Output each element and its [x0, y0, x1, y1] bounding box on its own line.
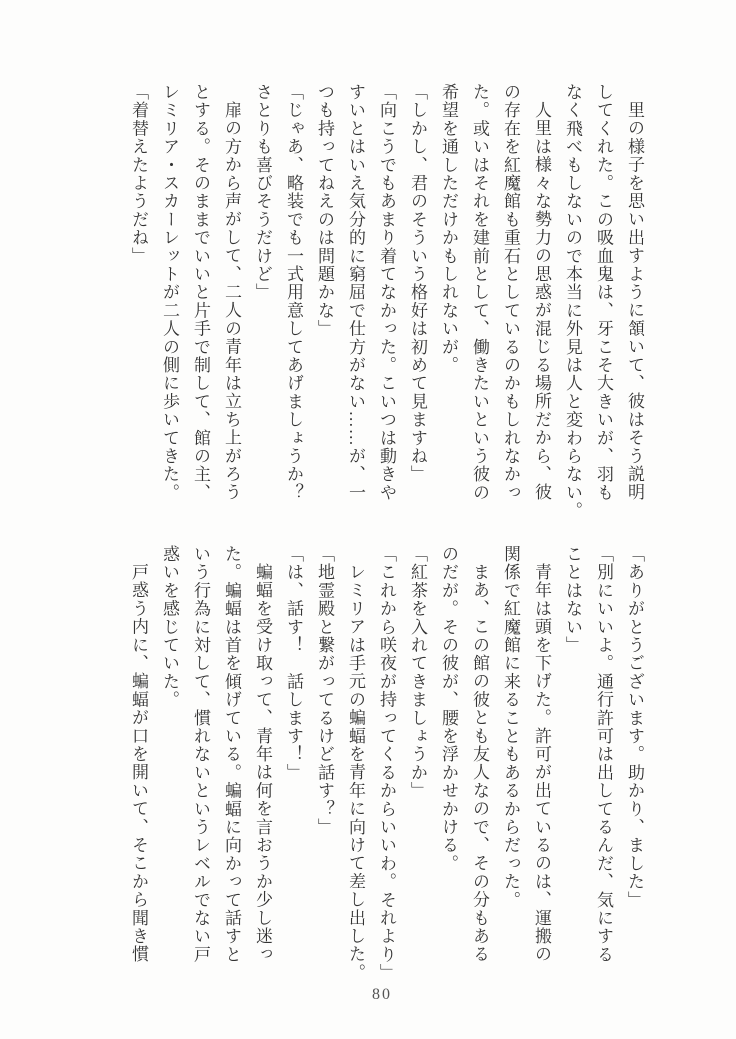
- text-column: ことはない」: [563, 545, 582, 655]
- text-column: 戸惑う内に、蝙蝠が口を開いて、そこから聞き慣: [129, 563, 148, 964]
- text-column: の存在を紅魔館も重石としているのかもしれなかっ: [501, 83, 520, 502]
- text-column: 「別にいいよ。通行許可は出してるんだ、気にする: [594, 545, 613, 964]
- text-column: た。蝙蝠は首を傾げている。蝙蝠に向かって話すと: [222, 545, 241, 964]
- text-column: 「は、話す！ 話します！」: [284, 545, 303, 782]
- text-column: 「ありがとうございます。助かり、ました」: [625, 545, 644, 909]
- text-column: すいとはいえ気分的に窮屈で仕方がない……が、一: [346, 83, 365, 502]
- text-column: 扉の方から声がして、二人の青年は立ち上がろう: [222, 101, 241, 502]
- text-column: 惑いを感じていた。: [160, 545, 179, 709]
- text-column: 関係で紅魔館に来ることもあるからだった。: [501, 545, 520, 909]
- text-column: 「地霊殿と繋がってるけど話す？」: [315, 545, 334, 837]
- text-column: 「これから咲夜が持ってくるからいいわ。それより」: [377, 545, 396, 982]
- text-column: た。或いはそれを建前として、働きたいという彼の: [470, 83, 489, 502]
- text-column: 「向こうでもあまり着てなかった。こいつは動きや: [377, 83, 396, 502]
- text-column: なく飛べもしないので本当に外見は人と変わらない。: [563, 83, 582, 520]
- text-column: 人里は様々な勢力の思惑が混じる場所だから、彼: [532, 101, 551, 502]
- text-column: 蝙蝠を受け取って、青年は何を言おうか少し迷っ: [253, 563, 272, 964]
- text-column: つも持ってねえのは問題かな」: [315, 83, 334, 338]
- text-column: 「紅茶を入れてきましょうか」: [408, 545, 427, 800]
- text-column: まあ、この館の彼とも友人なので、その分もある: [470, 563, 489, 964]
- text-column: レミリア・スカーレットが二人の側に歩いてきた。: [160, 83, 179, 502]
- text-column: のだが。その彼が、腰を浮かせかける。: [439, 545, 458, 873]
- text-column: 里の様子を思い出すように頷いて、彼はそう説明: [625, 101, 644, 502]
- text-column: さとりも喜びそうだけど」: [253, 83, 272, 302]
- text-column: 「着替えたようだね」: [129, 83, 148, 265]
- text-column: 青年は頭を下げた。許可が出ているのは、運搬の: [532, 563, 551, 964]
- text-column: とする。そのままでいいと片手で制して、館の主、: [191, 83, 210, 502]
- text-block-top: [123, 83, 650, 520]
- page-number: 80: [372, 986, 392, 1003]
- text-column: レミリアは手元の蝙蝠を青年に向けて差し出した。: [346, 563, 365, 982]
- text-block-bottom: [123, 545, 650, 982]
- text-column: 「しかし、君のそういう格好は初めて見ますね」: [408, 83, 427, 484]
- text-column: してくれた。この吸血鬼は、牙こそ大きいが、羽も: [594, 83, 613, 502]
- text-column: 希望を通しただけかもしれないが。: [439, 83, 458, 375]
- text-column: 「じゃあ、略装でも一式用意してあげましょうか？: [284, 83, 303, 502]
- text-column: いう行為に対して、慣れないというレベルでない戸: [191, 545, 210, 964]
